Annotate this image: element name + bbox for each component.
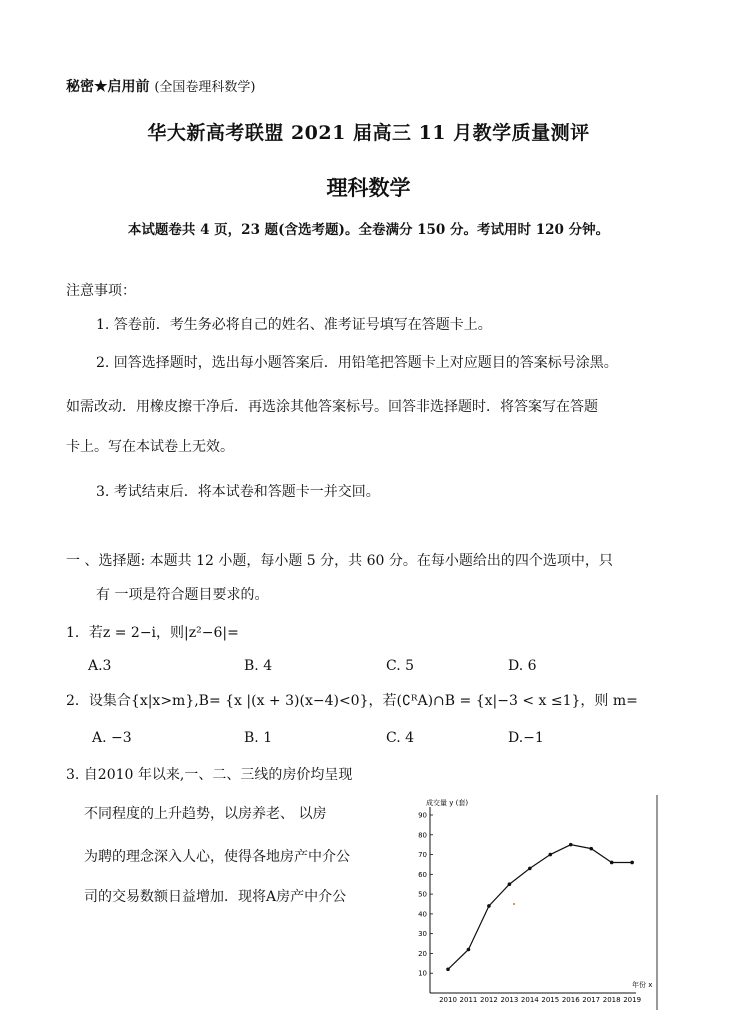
note-3: 3. 考试结束后．将本试卷和答题卡一并交回。 (96, 484, 380, 500)
data-point (549, 853, 553, 857)
question-2-stem: 2．设集合{x|x>m},B= {x |(x + 3)(x−4)<0}，若(∁ᴿA)∩B = {x|−3 < x ≤1}，则 m= (66, 693, 638, 709)
data-point (610, 861, 614, 865)
data-point (487, 904, 491, 908)
section-heading-line-2: 有 一项是符合题目要求的。 (96, 587, 269, 603)
question-3-line-3: 为聘的理念深入人心，使得各地房产中介公 (84, 849, 350, 865)
x-tick-label: 2010 (439, 996, 457, 1004)
note-1: 1. 答卷前．考生务必将自己的姓名、准考证号填写在答题卡上。 (96, 317, 492, 333)
y-tick-label: 40 (418, 910, 427, 919)
question-3-line-4: 司的交易数额日益增加．现将A房产中介公 (84, 889, 347, 905)
x-tick-label: 2013 (500, 996, 519, 1004)
x-tick-label: 2017 (582, 996, 601, 1004)
before-use-text: 启用前 (107, 79, 150, 95)
x-tick-label: 2014 (520, 996, 539, 1004)
y-tick-label: 10 (418, 969, 427, 978)
y-tick-label: 80 (418, 831, 427, 840)
x-tick-label: 2019 (623, 996, 642, 1004)
y-tick-label: 30 (418, 930, 427, 939)
subject-title: 理科数学 (326, 175, 411, 200)
exam-scope: (全国卷理科数学) (154, 80, 256, 95)
question-2-option-d: D.−1 (508, 730, 544, 746)
note-2-line-1: 2. 回答选择题时，选出每小题答案后．用铅笔把答题卡上对应题目的答案标号涂黑。 (96, 355, 618, 371)
x-tick-label: 2018 (602, 996, 621, 1004)
question-3-line-1: 3. 自2010 年以来,一、二、三线的房价均呈现 (66, 767, 353, 783)
x-axis-label: 年份 x (632, 981, 653, 989)
y-tick-label: 20 (418, 949, 427, 958)
data-point (630, 861, 634, 865)
data-point (446, 967, 450, 971)
secret-text: 秘密 (66, 79, 94, 95)
data-point (569, 843, 573, 847)
y-tick-label: 70 (418, 851, 427, 860)
stray-dot (513, 903, 515, 905)
section-heading-line-1: 一 、选择题: 本题共 12 小题，每小题 5 分，共 60 分。在每小题给出的四个选项中，只 (66, 553, 613, 569)
x-tick-label: 2015 (541, 996, 560, 1004)
chart-svg (404, 795, 661, 1010)
y-axis-label: 成交量 y (套) (426, 799, 469, 807)
sales-line-chart (404, 795, 661, 1010)
confidential-label (66, 76, 255, 96)
notes-title: 注意事项： (66, 283, 136, 299)
note-2-line-3: 卡上。写在本试卷上无效。 (66, 439, 234, 455)
y-tick-label: 90 (418, 811, 427, 820)
y-tick-label: 50 (418, 890, 427, 899)
data-point (528, 867, 532, 871)
note-2-line-2: 如需改动．用橡皮擦干净后．再选涂其他答案标号。回答非选择题时．将答案写在答题 (66, 399, 598, 415)
question-2-option-c: C. 4 (386, 730, 415, 746)
question-1-option-c: C. 5 (386, 658, 415, 674)
x-tick-label: 2012 (480, 996, 498, 1004)
question-1-option-a: A.3 (88, 658, 112, 674)
exam-title: 华大新高考联盟 2021 届高三 11 月教学质量测评 (147, 122, 590, 144)
y-tick-label: 60 (418, 870, 427, 879)
series-line (448, 845, 632, 970)
question-2-option-a: A. −3 (92, 730, 132, 746)
exam-summary: 本试题卷共 4 页，23 题(含选考题)。全卷满分 150 分。考试用时 120 分钟。 (127, 222, 610, 238)
star-icon: ★ (94, 77, 108, 95)
data-point (508, 882, 512, 886)
question-1-stem: 1．若z = 2−i，则|z²−6|= (66, 625, 239, 641)
data-point (467, 948, 471, 952)
data-point (589, 847, 593, 851)
question-1-option-b: B. 4 (244, 658, 273, 674)
x-tick-label: 2011 (459, 996, 478, 1004)
question-1-option-d: D. 6 (508, 658, 537, 674)
question-3-line-2: 不同程度的上升趋势，以房养老、 以房 (84, 806, 327, 822)
x-tick-label: 2016 (561, 996, 580, 1004)
question-2-option-b: B. 1 (244, 730, 273, 746)
